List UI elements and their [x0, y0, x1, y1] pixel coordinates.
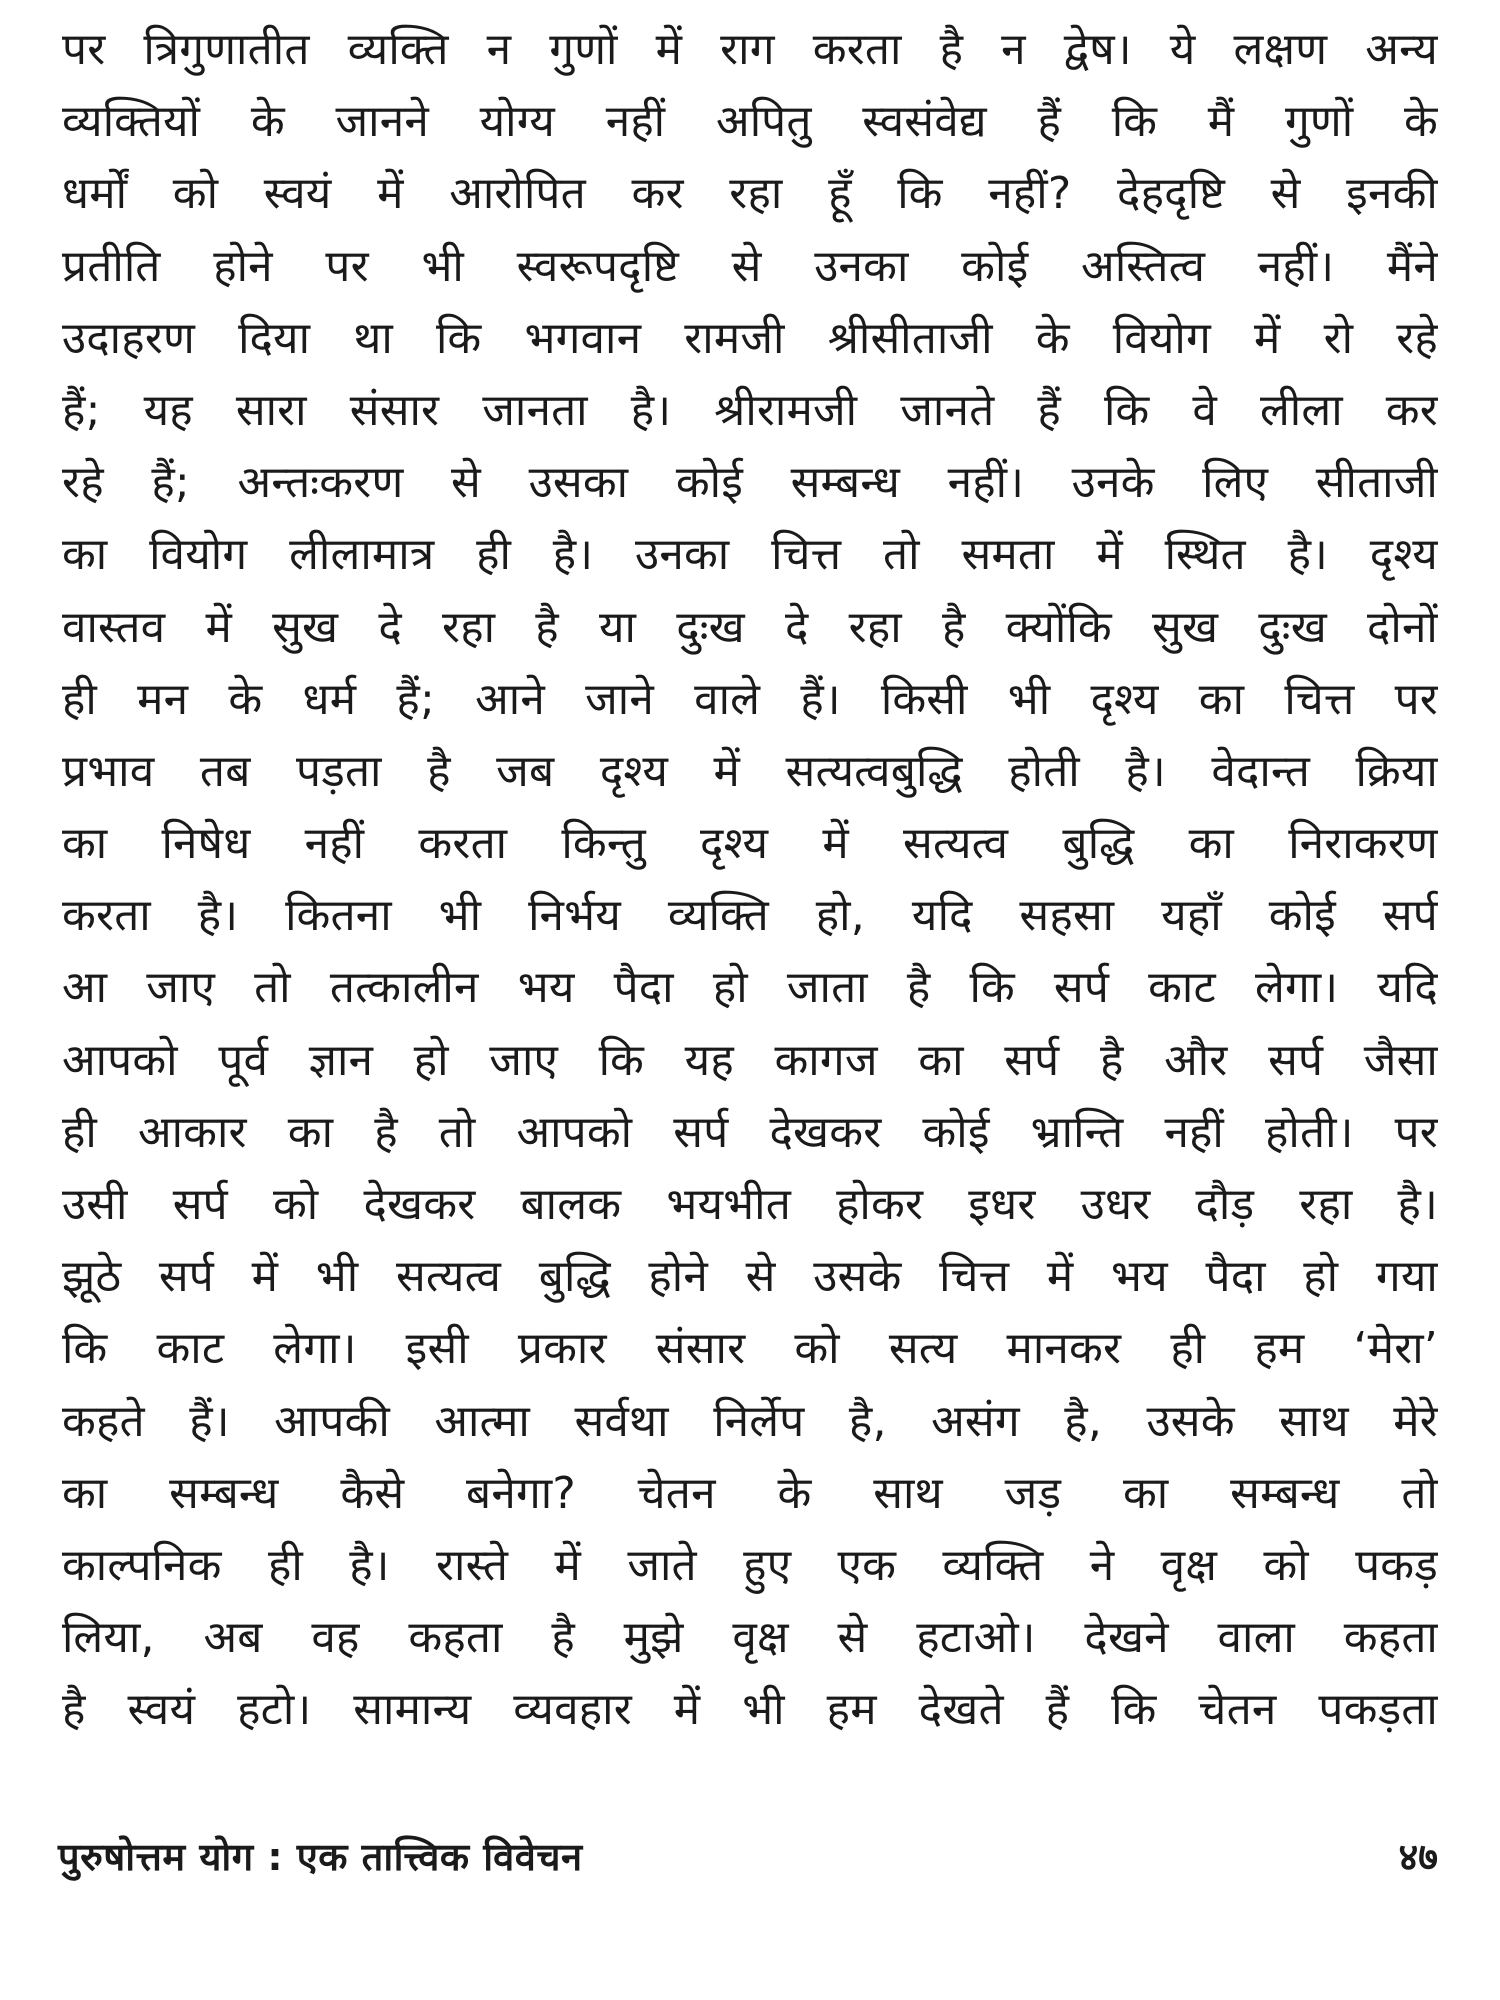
text-line: वास्तव में सुख दे रहा है या दुःख दे रहा है क्योंकि सुख दुःख दोनों	[62, 601, 1438, 653]
book-title: पुरुषोत्तम योग : एक तात्त्विक विवेचन	[58, 1835, 583, 1879]
text-line: ही आकार का है तो आपको सर्प देखकर कोई भ्रान्ति नहीं होती। पर	[62, 1106, 1438, 1158]
text-line: कि काट लेगा। इसी प्रकार संसार को सत्य मानकर ही हम ‘मेरा’	[62, 1323, 1438, 1375]
text-line: प्रभाव तब पड़ता है जब दृश्य में सत्यत्वबुद्धि होती है। वेदान्त क्रिया	[62, 745, 1438, 797]
text-line: प्रतीति होने पर भी स्वरूपदृष्टि से उनका कोई अस्तित्व नहीं। मैंने	[62, 240, 1438, 292]
text-line: का सम्बन्ध कैसे बनेगा? चेतन के साथ जड़ का सम्बन्ध तो	[62, 1467, 1438, 1519]
text-line: आ जाए तो तत्कालीन भय पैदा हो जाता है कि सर्प काट लेगा। यदि	[62, 962, 1438, 1014]
text-line: काल्पनिक ही है। रास्ते में जाते हुए एक व्यक्ति ने वृक्ष को पकड़	[62, 1539, 1438, 1591]
text-line: का निषेध नहीं करता किन्तु दृश्य में सत्यत्व बुद्धि का निराकरण	[62, 818, 1438, 870]
text-line: कहते हैं। आपकी आत्मा सर्वथा निर्लेप है, असंग है, उसके साथ मेरे	[62, 1395, 1438, 1447]
text-line: व्यक्तियों के जानने योग्य नहीं अपितु स्वसंवेद्य हैं कि मैं गुणों के	[62, 96, 1438, 148]
text-line: पर त्रिगुणातीत व्यक्ति न गुणों में राग करता है न द्वेष। ये लक्षण अन्य	[62, 24, 1438, 75]
text-line: उसी सर्प को देखकर बालक भयभीत होकर इधर उधर दौड़ रहा है।	[62, 1179, 1438, 1230]
text-line: धर्मों को स्वयं में आरोपित कर रहा हूँ कि नहीं? देहदृष्टि से इनकी	[62, 168, 1438, 220]
text-line: आपको पूर्व ज्ञान हो जाए कि यह कागज का सर्प है और सर्प जैसा	[62, 1034, 1438, 1086]
page-body-text	[62, 14, 1438, 1747]
text-line: उदाहरण दिया था कि भगवान रामजी श्रीसीताजी के वियोग में रो रहे	[62, 312, 1438, 364]
text-line: का वियोग लीलामात्र ही है। उनका चित्त तो समता में स्थित है। दृश्य	[62, 529, 1438, 581]
page-footer	[58, 1826, 1446, 1886]
text-line: झूठे सर्प में भी सत्यत्व बुद्धि होने से उसके चित्त में भय पैदा हो गया	[62, 1251, 1438, 1303]
text-line: हैं; यह सारा संसार जानता है। श्रीरामजी जानते हैं कि वे लीला कर	[62, 384, 1438, 436]
page-number: ४७	[1398, 1835, 1438, 1879]
text-line: रहे हैं; अन्तःकरण से उसका कोई सम्बन्ध नहीं। उनके लिए सीताजी	[62, 457, 1438, 509]
text-line: लिया, अब वह कहता है मुझे वृक्ष से हटाओ। देखने वाला कहता	[62, 1612, 1438, 1664]
text-line: ही मन के धर्म हैं; आने जाने वाले हैं। किसी भी दृश्य का चित्त पर	[62, 673, 1438, 725]
text-line: है स्वयं हटो। सामान्य व्यवहार में भी हम देखते हैं कि चेतन पकड़ता	[62, 1684, 1438, 1736]
text-line: करता है। कितना भी निर्भय व्यक्ति हो, यदि सहसा यहाँ कोई सर्प	[62, 890, 1438, 942]
